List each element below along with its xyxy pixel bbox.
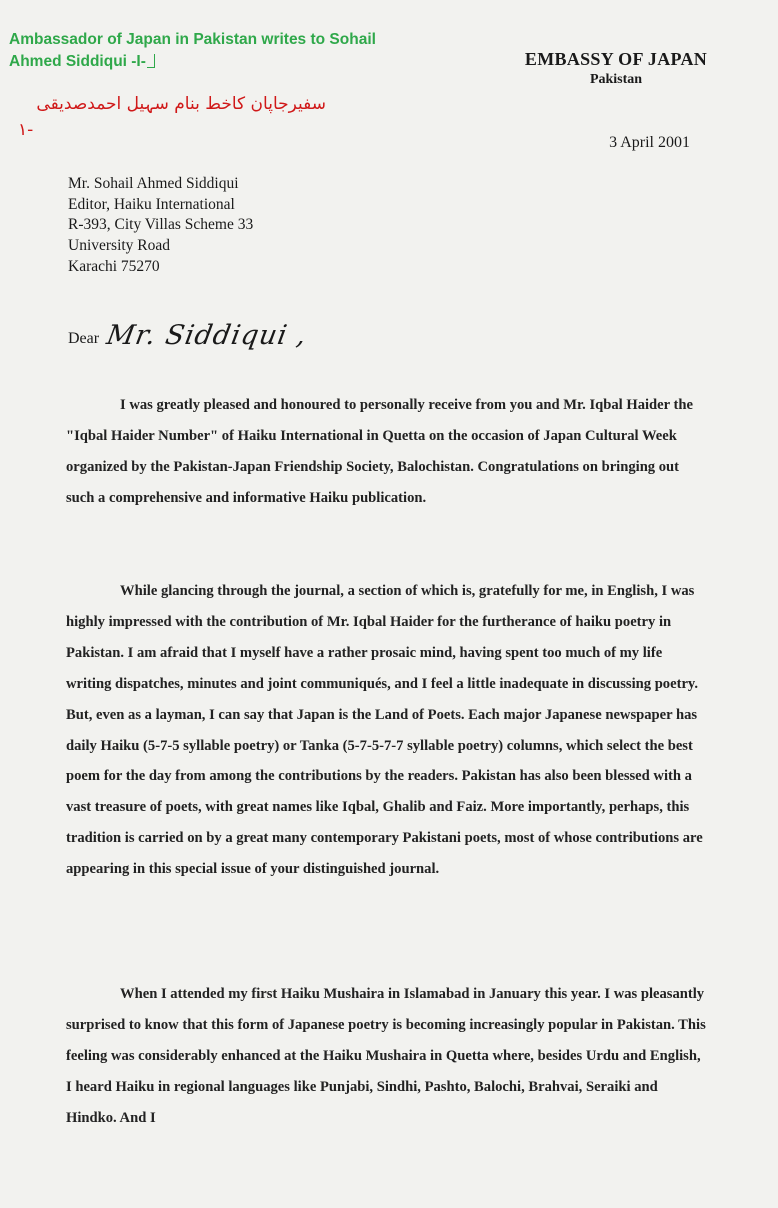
- letter-paragraph: [66, 979, 706, 1134]
- embassy-country: Pakistan: [589, 72, 643, 87]
- letter-paragraph: [66, 576, 706, 885]
- paragraph-text: While glancing through the journal, a section of which is, gratefully for me, in English, I was highly impressed with the contribution of Mr. Iqbal Haider for the furtherance of haiku poetry in Pakistan. I am afraid that I myself have a rather prosaic mind, having spent too much of my life writing dispatches, minutes and joint communiqués, and I feel a little inadequate in discussing poetry. But, even as a layman, I can say that Japan is the Land of Poets. Each major Japanese newspaper has daily Haiku (5-7-5 syllable poetry) or Tanka (5-7-5-7-7 syllable poetry) columns, which select the best poem for the day from among the contributions by the readers. Pakistan has also been blessed with a vast treasure of poets, with great names like Iqbal, Ghalib and Faiz. More importantly, perhaps, this tradition is carried on by a great many contemporary Pakistani poets, most of whose contributions are appearing in this special issue of your distinguished journal.: [66, 583, 703, 878]
- letterhead: [508, 48, 724, 90]
- text-cursor-icon: [147, 54, 155, 68]
- paragraph-text: I was greatly pleased and honoured to personally receive from you and Mr. Iqbal Haider the "Iqbal Haider Number" of Haiku International in Quetta on the occasion of Japan Cultural Week organized by the Pakistan-Japan Friendship Society, Balochistan. Congratulations on bringing out such a comprehensive and informative Haiku publication.: [66, 397, 693, 506]
- recipient-address: [68, 174, 388, 278]
- salutation-dear: Dear: [68, 330, 100, 347]
- salutation: [68, 320, 310, 351]
- address-line: Mr. Sohail Ahmed Siddiqui: [68, 175, 239, 192]
- letter-paragraph: [66, 390, 706, 514]
- urdu-caption-number: ۱-: [18, 120, 34, 140]
- address-line: R-393, City Villas Scheme 33: [68, 216, 254, 234]
- address-line: Karachi 75270: [68, 257, 160, 275]
- paragraph-text: When I attended my first Haiku Mushaira in Islamabad in January this year. I was pleasantly surprised to know that this form of Japanese poetry is becoming increasingly popular in Pakistan. This feeling was considerably enhanced at the Haiku Mushaira in Quetta where, besides Urdu and English, I heard Haiku in regional languages like Punjabi, Sindhi, Pashto, Balochi, Brahvai, Seraiki and Hindko. And I: [66, 986, 706, 1126]
- urdu-caption: [14, 91, 326, 143]
- english-caption: [9, 29, 389, 73]
- urdu-caption-text: سفیرجاپان کاخط بنام سہیل احمدصدیقی: [36, 94, 326, 114]
- embassy-name: EMBASSY OF JAPAN: [524, 49, 708, 69]
- handwritten-name: Mr. Siddiqui ,: [104, 320, 310, 351]
- letter-date: 3 April 2001: [609, 134, 690, 151]
- english-caption-text: Ambassador of Japan in Pakistan writes to Sohail Ahmed Siddiqui -I-: [9, 31, 376, 70]
- address-line: Editor, Haiku International: [68, 195, 235, 213]
- address-line: University Road: [68, 237, 171, 255]
